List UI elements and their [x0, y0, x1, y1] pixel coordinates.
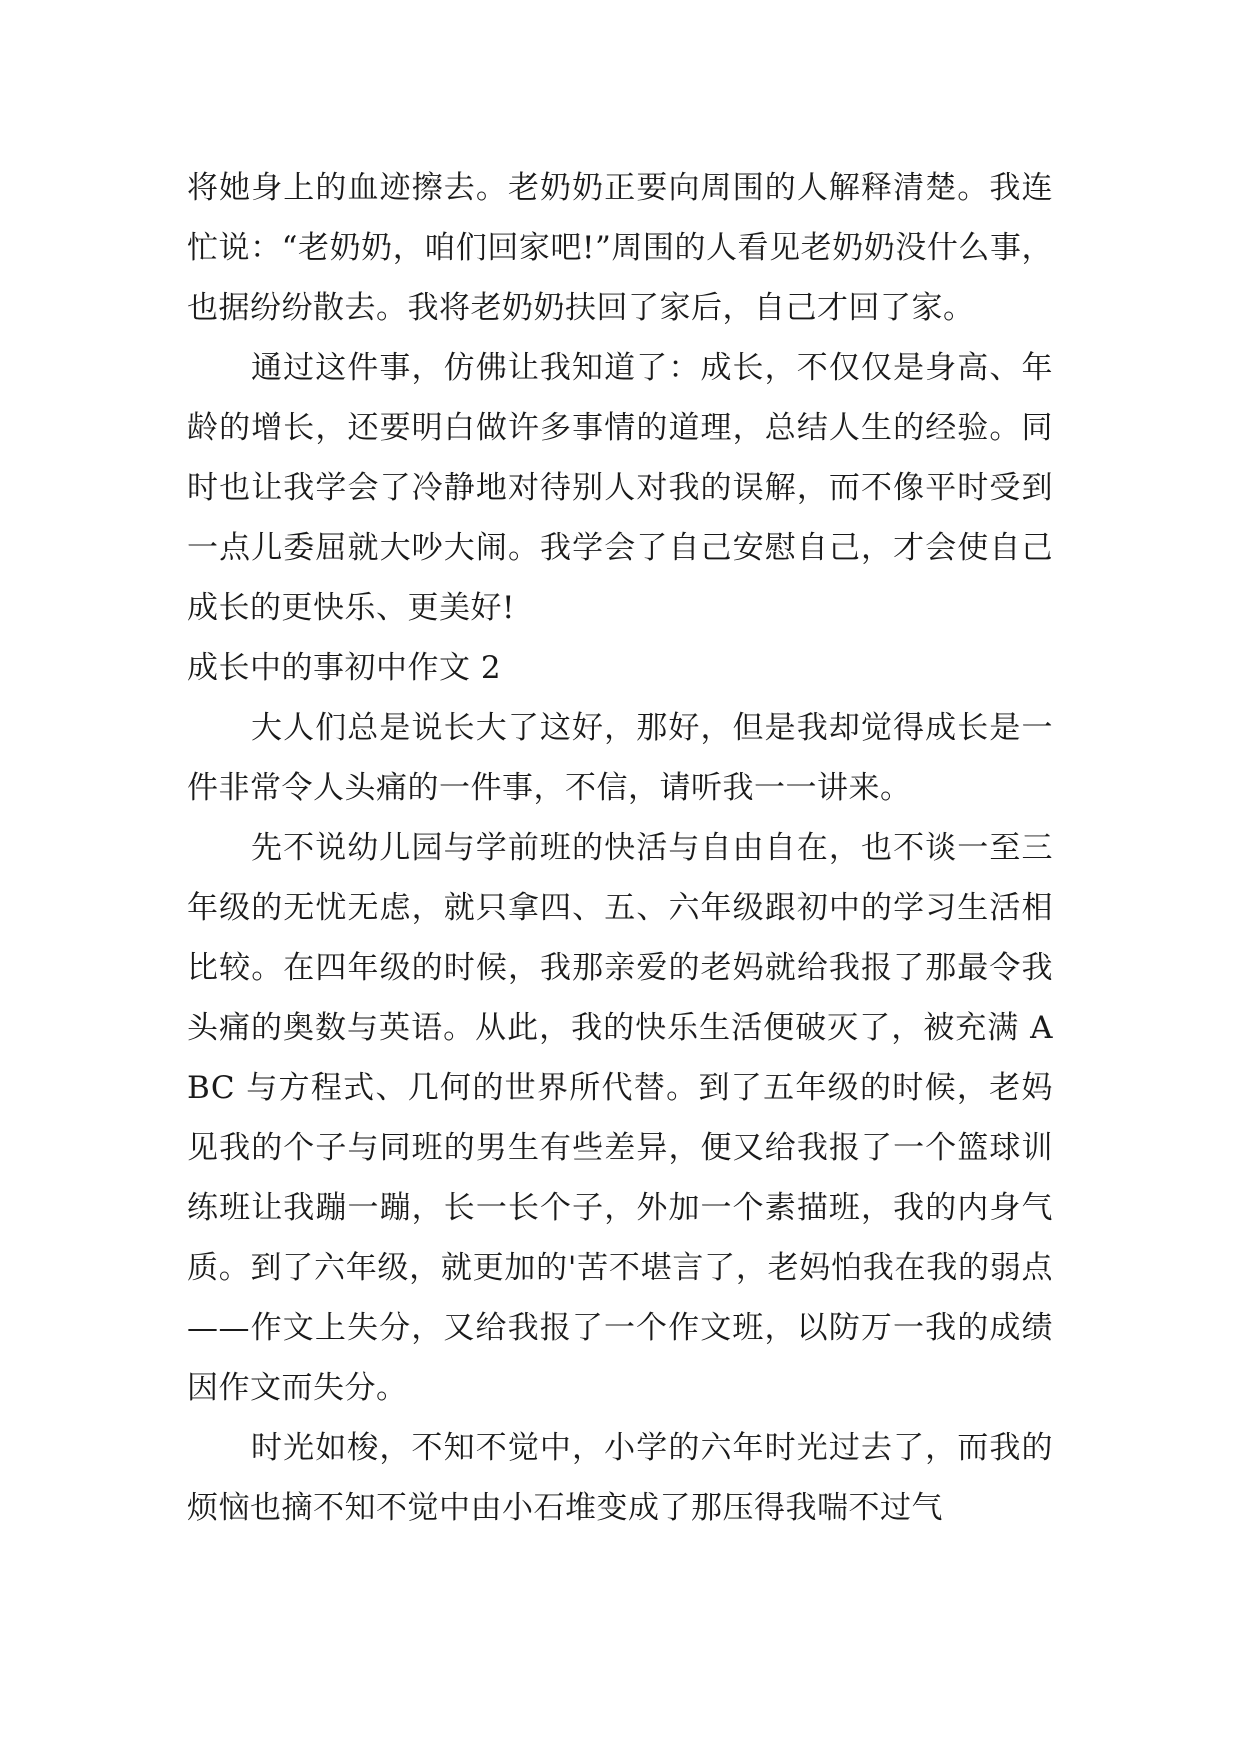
document-body — [187, 158, 1053, 1538]
paragraph-3: 大人们总是说长大了这好，那好，但是我却觉得成长是一件非常令人头痛的一件事，不信，请听我一一讲来。 — [187, 710, 1053, 806]
paragraph-1: 将她身上的血迹擦去。老奶奶正要向周围的人解释清楚。我连忙说：“老奶奶，咱们回家吧!”周围的人看见老奶奶没什么事，也据纷纷散去。我将老奶奶扶回了家后，自己才回了家。 — [187, 170, 1053, 326]
paragraph-5: 时光如梭，不知不觉中，小学的六年时光过去了，而我的烦恼也摘不知不觉中由小石堆变成了那压得我喘不过气 — [187, 1430, 1053, 1526]
section-heading: 成长中的事初中作文 2 — [187, 650, 502, 686]
paragraph-2: 通过这件事，仿佛让我知道了：成长，不仅仅是身高、年龄的增长，还要明白做许多事情的道理，总结人生的经验。同时也让我学会了冷静地对待别人对我的误解，而不像平时受到一点儿委屈就大吵大闹。我学会了自己安慰自己，才会使自己成长的更快乐、更美好! — [187, 350, 1053, 626]
paragraph-4: 先不说幼儿园与学前班的快活与自由自在，也不谈一至三年级的无忧无虑，就只拿四、五、六年级跟初中的学习生活相比较。在四年级的时候，我那亲爱的老妈就给我报了那最令我头痛的奥数与英语。从此，我的快乐生活便破灭了，被充满 ABC 与方程式、几何的世界所代替。到了五年级的时候，老妈见我的个子与同班的男生有些差异，便又给我报了一个篮球训练班让我蹦一蹦，长一长个子，外加一个素描班，我的内身气质。到了六年级，就更加的'苦不堪言了，老妈怕我在我的弱点——作文上失分，又给我报了一个作文班，以防万一我的成绩因作文而失分。 — [187, 830, 1053, 1406]
